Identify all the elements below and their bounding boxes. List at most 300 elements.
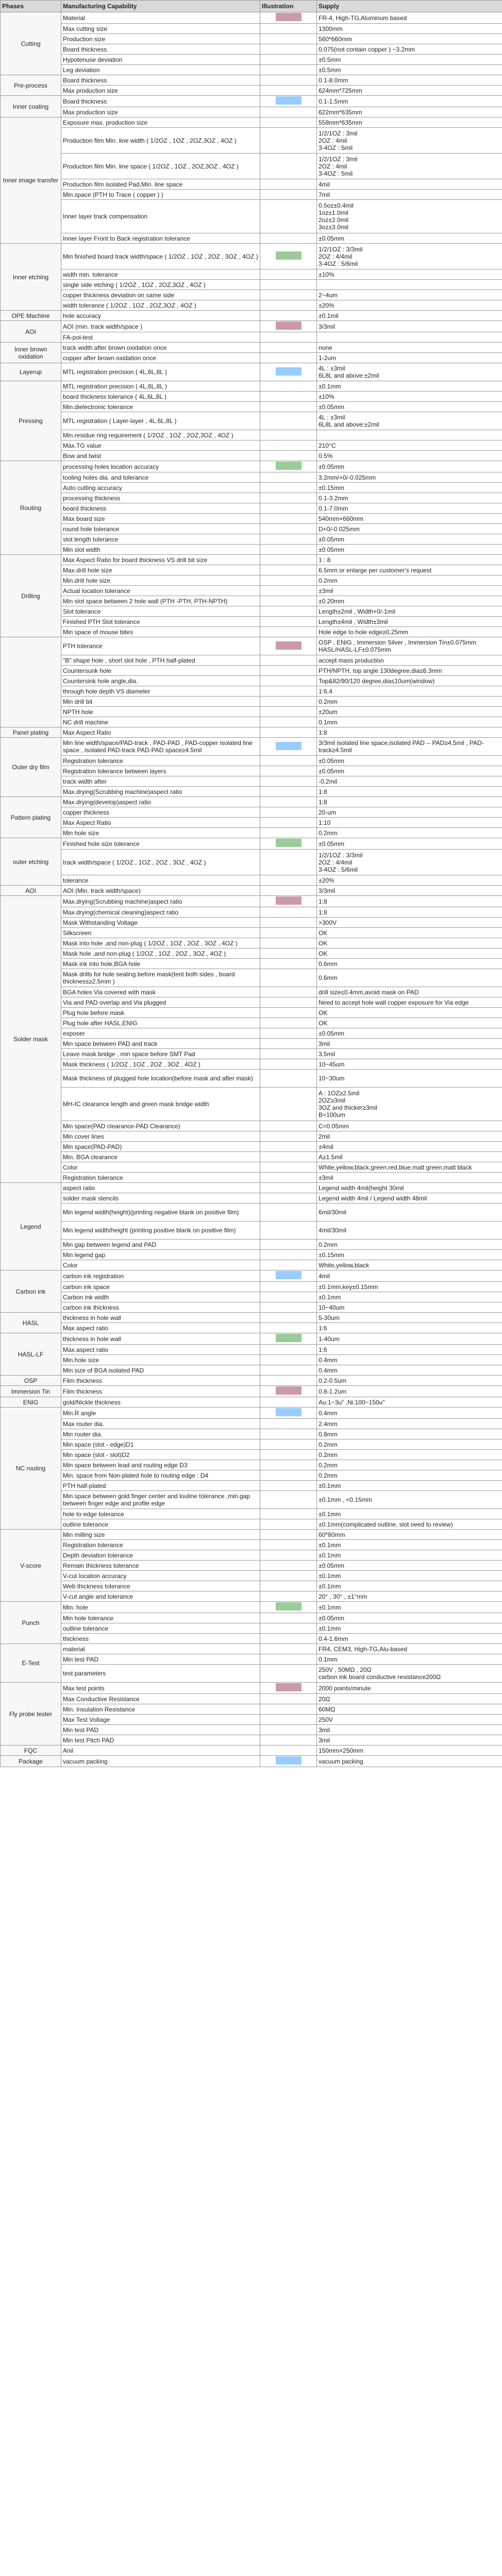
header-illustration: Illustration (260, 1, 317, 12)
supply-cell: 0.2mm (317, 1470, 502, 1481)
illustration-cell (260, 756, 317, 766)
illustration-cell (260, 1028, 317, 1039)
supply-cell: 4L : ±3mil 6L8L and above:±2mil (317, 412, 502, 430)
supply-cell: 0.1-8.0mm (317, 75, 502, 86)
capability-cell: Exposure max. production size (61, 117, 260, 128)
table-row (1, 959, 502, 969)
illustration-cell (260, 1152, 317, 1162)
supply-cell: ±0.1mm (317, 1540, 502, 1550)
supply-cell: 3mil (317, 1725, 502, 1735)
table-row (1, 451, 502, 461)
illustration-icon (276, 839, 302, 847)
supply-cell: 1:10 (317, 818, 502, 828)
table-row (1, 117, 502, 128)
capability-cell: Countersink hole angle,dia. (61, 676, 260, 686)
phase-cell: outer etching (1, 838, 61, 886)
supply-cell: ±3mil (317, 1173, 502, 1183)
supply-cell: ±0.1mm,key±0.15mm (317, 1282, 502, 1292)
table-row (1, 1715, 502, 1725)
table-row (1, 244, 502, 269)
capability-cell: Mask hole ,and non-plug ( 1/2OZ , 1OZ , 2OZ , 3OZ , 4OZ ) (61, 948, 260, 959)
capability-cell: Min.dielectronic tolerance (61, 402, 260, 412)
capability-cell: aspect ratio (61, 1183, 260, 1193)
illustration-cell (260, 838, 317, 850)
table-row (1, 1735, 502, 1745)
phase-cell: HASL (1, 1313, 61, 1333)
capability-cell: exposer (61, 1028, 260, 1039)
phase-cell (1, 637, 61, 727)
capability-cell: Max Aspect Ratio (61, 818, 260, 828)
supply-cell: OK (317, 938, 502, 948)
capability-cell: Max Aspect Ratio (61, 727, 260, 738)
phase-cell: Inner image transfer (1, 117, 61, 244)
capability-cell: Registration tolerance (61, 1540, 260, 1550)
capability-cell: Min space(PAD-PAD) (61, 1142, 260, 1152)
capability-cell: Mask thickness of plugged hole location(before mask and after mask) (61, 1070, 260, 1088)
table-row (1, 1665, 502, 1683)
table-row (1, 1365, 502, 1376)
table-row (1, 997, 502, 1008)
header-phases: Phases (1, 1, 61, 12)
capability-cell: Max.drying(develop)aspect ratio (61, 797, 260, 807)
supply-cell: 1/2/1OZ : 3/3mil 2OZ : 4/4mil 3-4OZ : 5/6mil (317, 850, 502, 875)
illustration-cell (260, 363, 317, 381)
capability-cell: Min gap between legend and PAD (61, 1240, 260, 1250)
table-row (1, 1491, 502, 1509)
table-row (1, 321, 502, 332)
phase-cell: NC routing (1, 1408, 61, 1530)
capability-cell: Max.drill hole size (61, 565, 260, 575)
capability-cell: round hole tolerance (61, 524, 260, 534)
illustration-cell (260, 1715, 317, 1725)
capability-cell: PTH half-plated (61, 1481, 260, 1491)
capability-cell: Min hole tolerance (61, 1613, 260, 1623)
illustration-cell (260, 1745, 317, 1756)
illustration-icon (276, 1408, 302, 1416)
supply-cell: Length±4mil , Width±3mil (317, 617, 502, 627)
illustration-cell (260, 472, 317, 483)
illustration-cell (260, 290, 317, 300)
table-row (1, 1142, 502, 1152)
capability-cell: Min legend width(height)(printing negative blank on positive film) (61, 1204, 260, 1222)
capability-cell: FA-pol-test (61, 332, 260, 343)
capability-cell: outline tolerance (61, 1623, 260, 1634)
capability-cell: board thickness tolerance ( 4L,6L,8L ) (61, 392, 260, 402)
capability-cell: single side etching ( 1/2OZ , 1OZ , 2OZ,3OZ , 4OZ ) (61, 280, 260, 290)
supply-cell: 1:8 (317, 896, 502, 907)
supply-cell: ±0.15mm (317, 483, 502, 493)
capability-cell: Min legend gap (61, 1250, 260, 1260)
capability-cell: Max.drying(Scrubbing machine)aspect ratio (61, 896, 260, 907)
supply-cell: ±0.1mm (317, 1571, 502, 1581)
capability-cell: through hole depth VS diameter (61, 686, 260, 697)
capability-cell: Min space(PAD clearance-PAD Clearance) (61, 1121, 260, 1131)
capability-cell: NPTH hole (61, 707, 260, 717)
illustration-cell (260, 938, 317, 948)
illustration-cell (260, 928, 317, 938)
illustration-cell (260, 907, 317, 918)
illustration-cell (260, 1704, 317, 1715)
supply-cell: 0.2-0.5um (317, 1376, 502, 1386)
phase-cell: AOI (1, 321, 61, 343)
illustration-cell (260, 707, 317, 717)
supply-cell: A : 1OZ≥2.5mil 2OZ≥3mil 3OZ and thicker≥3mil B=100um (317, 1088, 502, 1121)
phase-cell: Carbon ink (1, 1270, 61, 1313)
capability-cell: Depth deviation tolerance (61, 1550, 260, 1561)
table-header-row (1, 1, 502, 12)
capability-cell: Board thickness (61, 96, 260, 107)
table-row (1, 1152, 502, 1162)
illustration-cell (260, 1240, 317, 1250)
illustration-cell (260, 1460, 317, 1470)
header-supply: Supply (317, 1, 502, 12)
table-row (1, 1121, 502, 1131)
supply-cell: ±0.05mm (317, 402, 502, 412)
supply-cell: 2mil (317, 1131, 502, 1142)
capability-cell: Mask ink into hole,BGA hole (61, 959, 260, 969)
capability-cell: Min test Pitch PAD (61, 1735, 260, 1745)
supply-cell: 2.4mm (317, 1419, 502, 1429)
illustration-cell (260, 918, 317, 928)
capability-cell: BGA holes Via covered with mask (61, 987, 260, 997)
capability-cell: Hypotenuse deviation (61, 55, 260, 65)
table-row (1, 1070, 502, 1088)
supply-cell: ±0.05mm (317, 766, 502, 776)
supply-cell: 10~45um (317, 1059, 502, 1070)
table-row (1, 430, 502, 440)
supply-cell: ±0.15mm (317, 1250, 502, 1260)
capability-cell: copper thickness deviation on same side (61, 290, 260, 300)
capability-cell: MTL registration precision ( 4L,6L,8L ) (61, 381, 260, 392)
capability-cell: Plug hole before mask (61, 1008, 260, 1018)
supply-cell: ±0.1mm (317, 381, 502, 392)
capability-cell: width min. tolerance (61, 269, 260, 280)
supply-cell: ±0.05mm (317, 534, 502, 545)
supply-cell: 0.6mm (317, 959, 502, 969)
table-row (1, 1470, 502, 1481)
phase-cell: OSP (1, 1376, 61, 1386)
illustration-cell (260, 1162, 317, 1173)
capability-cell: tooling holes dia. and tolerance (61, 472, 260, 483)
table-row (1, 24, 502, 34)
capability-cell: Leave mask bridge , min space before SMT Pad (61, 1049, 260, 1059)
capability-cell: Film thickness (61, 1386, 260, 1397)
table-row (1, 1408, 502, 1419)
supply-cell: ±20% (317, 875, 502, 886)
capability-cell: test parameters (61, 1665, 260, 1683)
supply-cell: 6.5mm or enlarge per customer's request (317, 565, 502, 575)
supply-cell: 1:6 (317, 1323, 502, 1333)
supply-cell: White,yellow,black (317, 1260, 502, 1270)
illustration-icon (276, 1334, 302, 1342)
table-row (1, 34, 502, 44)
capability-cell: Min size of BGA isolated PAD (61, 1365, 260, 1376)
illustration-cell (260, 1756, 317, 1767)
illustration-cell (260, 1222, 317, 1240)
supply-cell: 5-30um (317, 1313, 502, 1323)
table-row (1, 1162, 502, 1173)
capability-cell: Max production size (61, 86, 260, 96)
illustration-cell (260, 1634, 317, 1644)
illustration-cell (260, 430, 317, 440)
supply-cell: Au:1~3u" ,Ni:100~150u" (317, 1397, 502, 1408)
capability-cell: Min space (slot - edge)D1 (61, 1439, 260, 1450)
table-row (1, 1634, 502, 1644)
table-row (1, 524, 502, 534)
table-row (1, 1419, 502, 1429)
capability-cell: Production film Min. line width ( 1/2OZ , 1OZ , 2OZ,3OZ , 4OZ ) (61, 128, 260, 154)
capability-cell: Max cutting size (61, 24, 260, 34)
supply-cell: ±0.20mm (317, 596, 502, 606)
phase-cell: Package (1, 1756, 61, 1767)
table-row (1, 1397, 502, 1408)
illustration-cell (260, 1397, 317, 1408)
capability-cell: Silkscreen (61, 928, 260, 938)
supply-cell: 4L : ±3mil 6L8L and above:±2mil (317, 363, 502, 381)
illustration-cell (260, 1376, 317, 1386)
capability-cell: processing thickness (61, 493, 260, 503)
table-row (1, 948, 502, 959)
supply-cell: accept mass production (317, 655, 502, 666)
capability-cell: Film thickness (61, 1376, 260, 1386)
table-row (1, 596, 502, 606)
table-row (1, 987, 502, 997)
table-row (1, 838, 502, 850)
table-row (1, 154, 502, 179)
table-row (1, 828, 502, 838)
supply-cell: 0.8-1.2um (317, 1386, 502, 1397)
illustration-cell (260, 959, 317, 969)
illustration-cell (260, 1429, 317, 1439)
phase-cell: Routing (1, 461, 61, 555)
capability-cell: Min. Insulation Resistance (61, 1704, 260, 1715)
illustration-cell (260, 1355, 317, 1365)
illustration-cell (260, 524, 317, 534)
supply-cell: 0.2mm (317, 575, 502, 586)
table-row (1, 1756, 502, 1767)
table-row (1, 332, 502, 343)
illustration-cell (260, 565, 317, 575)
table-row (1, 200, 502, 233)
supply-cell: 60MΩ (317, 1704, 502, 1715)
supply-cell (317, 430, 502, 440)
table-row (1, 493, 502, 503)
table-row (1, 1540, 502, 1550)
illustration-cell (260, 738, 317, 756)
illustration-cell (260, 117, 317, 128)
table-row (1, 1333, 502, 1345)
illustration-cell (260, 969, 317, 987)
capability-cell: carbon ink thickness (61, 1302, 260, 1313)
supply-cell: 1-40um (317, 1333, 502, 1345)
illustration-cell (260, 179, 317, 190)
supply-cell: >300V (317, 918, 502, 928)
supply-cell: 1-2um (317, 353, 502, 363)
table-row (1, 107, 502, 117)
table-row (1, 1439, 502, 1450)
illustration-cell (260, 807, 317, 818)
table-row (1, 1481, 502, 1491)
illustration-cell (260, 128, 317, 154)
capability-cell: Color (61, 1260, 260, 1270)
illustration-cell (260, 637, 317, 655)
illustration-cell (260, 1345, 317, 1355)
illustration-cell (260, 776, 317, 787)
supply-cell: ±0.1mm (317, 1602, 502, 1613)
illustration-cell (260, 1530, 317, 1540)
illustration-cell (260, 321, 317, 332)
illustration-cell (260, 483, 317, 493)
illustration-cell (260, 534, 317, 545)
supply-cell: Legend width 4mil / Legend width 48mil (317, 1193, 502, 1204)
table-row (1, 1602, 502, 1613)
capability-cell: Max test points (61, 1683, 260, 1694)
supply-cell: 1:8 (317, 797, 502, 807)
table-row (1, 402, 502, 412)
supply-cell: 10~40um (317, 1302, 502, 1313)
supply-cell: drill size≤0.4mm,avoid mask on PAD (317, 987, 502, 997)
illustration-cell (260, 1121, 317, 1131)
illustration-cell (260, 1270, 317, 1282)
capability-cell: Max.drying(Scrubbing machine)aspect ratio (61, 787, 260, 797)
supply-cell: Top&82/90/120 degree,dia≤10um(window) (317, 676, 502, 686)
capability-cell: Production film isolated Pad,Min. line space (61, 179, 260, 190)
capability-cell: Min router dia. (61, 1429, 260, 1439)
table-row (1, 586, 502, 596)
supply-cell: 3/3mil isolated line space,isolated PAD -- PAD≥4.5mil , PAD-track≥4.5mil (317, 738, 502, 756)
illustration-cell (260, 1470, 317, 1481)
supply-cell: 0.1-1.5mm (317, 96, 502, 107)
table-row (1, 707, 502, 717)
phase-cell: E-Test (1, 1644, 61, 1683)
table-row (1, 1270, 502, 1282)
illustration-cell (260, 987, 317, 997)
capability-cell: NC drill machine (61, 717, 260, 727)
table-row (1, 1745, 502, 1756)
supply-cell: ±0.1mm (317, 1550, 502, 1561)
capability-cell: Max Conductive Resistance (61, 1694, 260, 1704)
supply-cell: 0.2mm (317, 697, 502, 707)
illustration-cell (260, 55, 317, 65)
illustration-cell (260, 1735, 317, 1745)
phase-cell: Immersion Tin (1, 1386, 61, 1397)
illustration-cell (260, 655, 317, 666)
phase-cell: ENIG (1, 1397, 61, 1408)
illustration-cell (260, 1250, 317, 1260)
illustration-cell (260, 586, 317, 596)
illustration-cell (260, 828, 317, 838)
capability-cell: Via and PAD overlap and Via plugged (61, 997, 260, 1008)
table-row (1, 1131, 502, 1142)
supply-cell: White,yellow,black,green,red,blue,matt green,matt black (317, 1162, 502, 1173)
table-row (1, 1355, 502, 1365)
supply-cell: 0.2mm (317, 1450, 502, 1460)
capability-cell: Min slot width (61, 545, 260, 555)
illustration-icon (276, 896, 302, 905)
table-row (1, 128, 502, 154)
illustration-icon (276, 641, 302, 650)
capability-cell: V-cut angle and tolerance (61, 1591, 260, 1602)
illustration-cell (260, 766, 317, 776)
supply-cell: 3.5mil (317, 1049, 502, 1059)
table-row (1, 1654, 502, 1665)
capability-cell: Max router dia. (61, 1419, 260, 1429)
capability-cell: Min.space (PTH to Trace ( copper ) ) (61, 190, 260, 200)
table-row (1, 776, 502, 787)
table-row (1, 1183, 502, 1193)
illustration-cell (260, 1333, 317, 1345)
table-row (1, 1204, 502, 1222)
supply-cell: 210°C (317, 440, 502, 451)
supply-cell: ±0.05mm (317, 1561, 502, 1571)
capability-cell: Mask Withstanding Voltage (61, 918, 260, 928)
supply-cell: ±0.05mm (317, 1028, 502, 1039)
illustration-cell (260, 1623, 317, 1634)
supply-cell: 0.2mm (317, 1460, 502, 1470)
illustration-cell (260, 300, 317, 311)
capability-cell: Min space between lead and routing edge D3 (61, 1460, 260, 1470)
table-row (1, 1250, 502, 1260)
supply-cell: 1:6.4 (317, 686, 502, 697)
table-row (1, 676, 502, 686)
table-row (1, 1683, 502, 1694)
illustration-cell (260, 190, 317, 200)
table-row (1, 928, 502, 938)
capability-cell: Min.drill hole size (61, 575, 260, 586)
table-row (1, 727, 502, 738)
supply-cell: 4mil/30mil (317, 1222, 502, 1240)
illustration-cell (260, 617, 317, 627)
table-row (1, 514, 502, 524)
supply-cell: 0.1mm (317, 717, 502, 727)
illustration-cell (260, 676, 317, 686)
supply-cell: 1:6 (317, 1345, 502, 1355)
table-body (1, 12, 502, 1767)
table-row (1, 1240, 502, 1250)
phase-cell: Inner etching (1, 244, 61, 311)
table-row (1, 1450, 502, 1460)
supply-cell: ±20um (317, 707, 502, 717)
supply-cell: ±0.1mm (317, 1581, 502, 1591)
illustration-cell (260, 44, 317, 55)
supply-cell: 250V , 50MΩ , 20Ω carbon ink board conductive resistance200Ω (317, 1665, 502, 1683)
illustration-cell (260, 1509, 317, 1519)
illustration-cell (260, 493, 317, 503)
illustration-cell (260, 1059, 317, 1070)
illustration-cell (260, 727, 317, 738)
capability-cell: Finished PTH Slot tolerance (61, 617, 260, 627)
supply-cell: 0.8mm (317, 1429, 502, 1439)
capability-cell: Color (61, 1162, 260, 1173)
phase-cell: Pressing (1, 381, 61, 461)
illustration-cell (260, 1018, 317, 1028)
table-row (1, 617, 502, 627)
capability-cell: AOI (Min. track width/space) (61, 886, 260, 896)
table-row (1, 1644, 502, 1654)
supply-cell: ±20% (317, 300, 502, 311)
illustration-cell (260, 451, 317, 461)
illustration-cell (260, 343, 317, 353)
capability-cell: thickness (61, 1634, 260, 1644)
supply-cell: vacuum packing (317, 1756, 502, 1767)
illustration-icon (276, 96, 302, 105)
supply-cell: 0.4mm (317, 1365, 502, 1376)
supply-cell: 1 : 8 (317, 555, 502, 565)
capability-cell: width tolerance ( 1/2OZ , 1OZ , 2OZ,3OZ , 4OZ ) (61, 300, 260, 311)
table-row (1, 565, 502, 575)
table-row (1, 1088, 502, 1121)
phase-cell: Punch (1, 1602, 61, 1644)
